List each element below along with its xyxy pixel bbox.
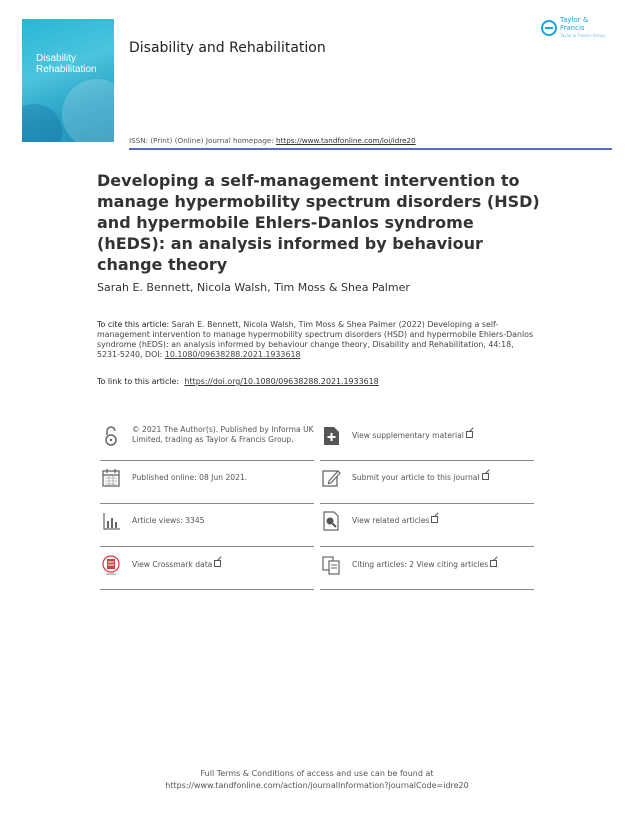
- publisher-logo-sub: Taylor & Francis Group: [559, 33, 605, 38]
- publisher-logo-name: Taylor & Francis: [559, 16, 589, 32]
- crossmark-icon: [100, 554, 122, 576]
- grid-divider: [320, 589, 534, 590]
- documents-icon: [320, 554, 342, 576]
- add-document-icon: [320, 425, 342, 447]
- publisher-logo[interactable]: [541, 16, 615, 38]
- external-link-icon: [490, 560, 497, 567]
- cover-title-line1: Disability: [36, 53, 77, 64]
- grid-divider: [320, 460, 534, 461]
- external-link-icon: [482, 473, 489, 480]
- grid-divider: [100, 503, 314, 504]
- footer-journal-info-url[interactable]: https://www.tandfonline.com/action/journalInformation?journalCode=idre20: [165, 781, 469, 790]
- search-document-icon: [320, 510, 342, 532]
- related-label: View related articles: [352, 516, 430, 526]
- calendar-icon: [100, 467, 122, 489]
- copyright-text: © 2021 The Author(s). Published by Informa UK Limited, trading as Taylor & Francis Group.: [132, 425, 314, 444]
- header-divider: [129, 148, 612, 150]
- article-title: Developing a self-management intervention to manage hypermobility spectrum disorders (HSD) and hypermobile Ehlers-Danlos syndrome (hEDS): an analysis informed by behaviour change theory: [97, 171, 540, 274]
- citation-label: To cite this article:: [97, 320, 170, 329]
- supplementary-material-link[interactable]: [320, 425, 535, 447]
- publisher-logo-icon: [541, 20, 557, 36]
- citation-text: Sarah E. Bennett, Nicola Walsh, Tim Moss & Shea Palmer (2022) Developing a self-management intervention to manage hypermobility spectrum disorders (HSD) and hypermobile Ehlers-Danlos syndrome (hEDS): an analysis informed by behaviour change theory, Disability and Rehabilitation, 44:18, 5231-5240, DOI:: [97, 320, 534, 359]
- external-link-icon: [466, 431, 473, 438]
- grid-divider: [320, 503, 534, 504]
- grid-divider: [100, 546, 314, 547]
- citation-block: [97, 320, 537, 360]
- terms-footer: [0, 768, 634, 792]
- article-authors: Sarah E. Bennett, Nicola Walsh, Tim Moss & Shea Palmer: [97, 281, 410, 294]
- external-link-icon: [214, 560, 221, 567]
- citation-doi-link[interactable]: 10.1080/09638288.2021.1933618: [164, 350, 301, 359]
- article-doi-url[interactable]: https://doi.org/10.1080/09638288.2021.1933618: [184, 377, 379, 386]
- article-views: [100, 510, 315, 532]
- supplementary-label: View supplementary material: [352, 431, 464, 441]
- grid-divider: [100, 589, 314, 590]
- issn-line: [129, 136, 416, 145]
- published-date: [100, 467, 315, 489]
- external-link-icon: [431, 516, 438, 523]
- open-access-notice: [100, 425, 315, 447]
- crossmark-label: View Crossmark data: [132, 560, 213, 570]
- grid-divider: [100, 460, 314, 461]
- views-text: Article views: 3345: [132, 516, 205, 526]
- related-articles-link[interactable]: [320, 510, 535, 532]
- footer-terms-text: Full Terms & Conditions of access and use can be found at: [200, 769, 434, 778]
- citing-label: Citing articles: 2 View citing articles: [352, 560, 489, 570]
- cover-title: [36, 53, 97, 75]
- grid-divider: [320, 546, 534, 547]
- journal-name[interactable]: Disability and Rehabilitation: [129, 40, 326, 56]
- submit-article-link[interactable]: [320, 467, 535, 489]
- submit-label: Submit your article to this journal: [352, 473, 480, 483]
- citing-articles-link[interactable]: [320, 554, 535, 576]
- edit-icon: [320, 467, 342, 489]
- article-link-label: To link to this article:: [97, 377, 180, 386]
- cover-title-line2: Rehabilitation: [36, 64, 97, 75]
- crossmark-link[interactable]: [100, 554, 315, 576]
- issn-prefix: ISSN: (Print) (Online) Journal homepage:: [129, 136, 274, 145]
- article-link-line: [97, 377, 379, 386]
- bar-chart-icon: [100, 510, 122, 532]
- published-text: Published online: 08 Jun 2021.: [132, 473, 248, 483]
- journal-homepage-link[interactable]: https://www.tandfonline.com/loi/idre20: [276, 136, 416, 145]
- open-lock-icon: [100, 425, 122, 447]
- journal-cover-image: [22, 19, 114, 142]
